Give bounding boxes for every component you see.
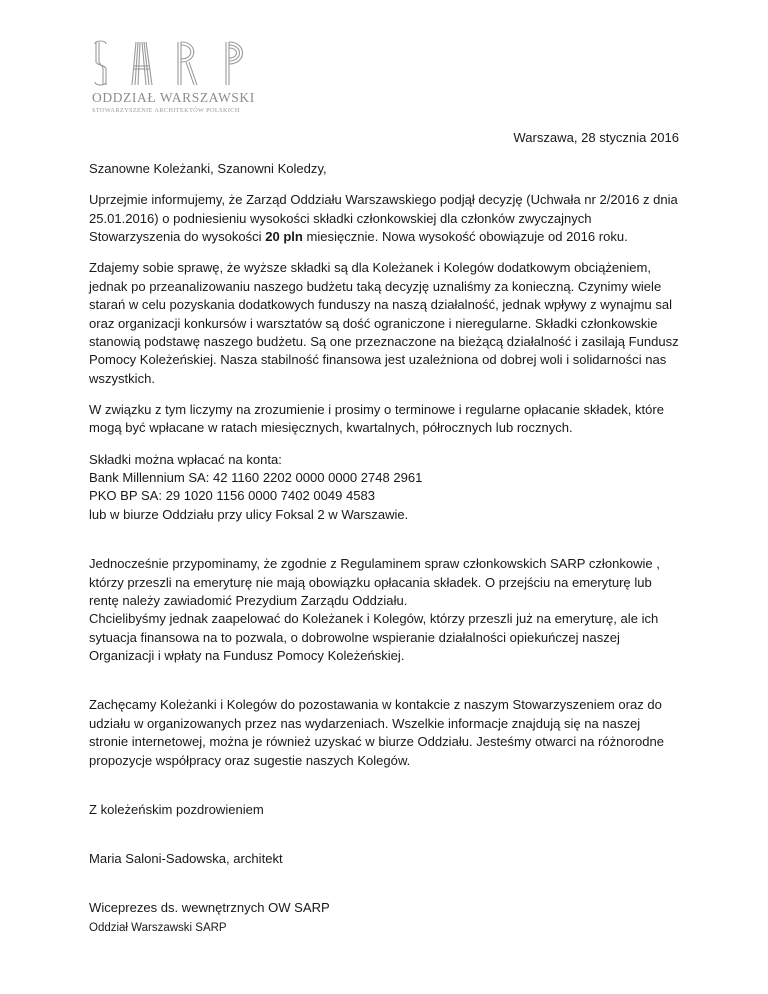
paragraph-budget: Zdajemy sobie sprawę, że wyższe składki są dla Koleżanek i Kolegów dodatkowym obciążeniem, jednak po przeanalizowaniu naszego budżetu taką decyzję uznaliśmy za konieczną. Czynimy wiele starań w celu pozyskania dodatkowych funduszy na naszą działalność, jednak wpływy z wynajmu sal oraz organizacji konkursów i warsztatów są dość ograniczone i nieregularne. Składki członkowskie stanowią podstawę naszego budżetu. Są one przeznaczone na bieżącą działalność i zasilają Fundusz Pomocy Koleżeńskiej. Nasza stabilność finansowa jest uzależniona od dobrej woli i solidarności nas wszystkich. xyxy=(89,260,679,386)
greeting: Szanowne Koleżanki, Szanowni Koledzy, xyxy=(89,161,327,177)
footer: Oddział Warszawski SARP xyxy=(89,922,227,934)
signatory-position: Wiceprezes ds. wewnętrznych OW SARP xyxy=(89,900,330,916)
paragraph-contact: Zachęcamy Koleżanki i Kolegów do pozostawania w kontakcie z naszym Stowarzyszeniem oraz do udziału w organizowanych przez nas wydarzeniach. Wszelkie informacje znajdują się na naszej stronie internetowej, można je również uzyskać w biurze Oddziału. Jesteśmy otwarci na różnorodne propozycje współpracy oraz sugestie naszych Kolegów. xyxy=(89,697,665,768)
paragraph-fee-decision xyxy=(89,191,679,246)
fee-decision-text: Uprzejmie informujemy, że Zarząd Oddziału Warszawskiego podjął decyzję (Uchwała nr 2/2016 z dnia 25.01.2016) o podniesieniu wysokości składki członkowskiej dla członków zwyczajnych Stowarzyszenia do wysokości xyxy=(89,192,678,245)
letter-body xyxy=(89,129,679,930)
logo-subtitle: STOWARZYSZENIE ARCHITEKTÓW POLSKICH xyxy=(92,107,240,114)
office-payment: lub w biurze Oddziału przy ulicy Foksal 2 w Warszawie. xyxy=(89,506,409,522)
sarp-letters-mark xyxy=(92,38,252,88)
signature: Maria Saloni-Sadowska, architekt xyxy=(89,850,283,866)
retirement-rules: Jednocześnie przypominamy, że zgodnie z Regulaminem spraw członkowskich SARP członkowie , którzy przeszli na emeryturę nie mają obowiązku opłacania składek. O przejściu na emeryturę lub rentę należy zawiadomić Prezydium Zarządu Oddziału. xyxy=(89,556,660,608)
bank-account-pko: PKO BP SA: 29 1020 1156 0000 7402 0049 4583 xyxy=(89,488,376,504)
closing: Z koleżeńskim pozdrowieniem xyxy=(89,801,264,817)
retirement-appeal: Chcielibyśmy jednak zaapelować do Koleżanek i Kolegów, którzy przeszli już na emeryturę, ale ich sytuacja finansowa na to pozwala, o dobrowolne wspieranie działalności opiekuńczej naszej Organizacji i wpłaty na Fundusz Pomocy Koleżeńskiej. xyxy=(89,611,659,664)
payment-accounts xyxy=(89,451,679,525)
logo-title: ODDZIAŁ WARSZAWSKI xyxy=(92,90,255,105)
paragraph-payment-request: W związku z tym liczymy na zrozumienie i prosimy o terminowe i regularne opłacanie składek, które mogą być wpłacane w ratach miesięcznych, kwartalnych, półrocznych lub rocznych. xyxy=(89,402,664,436)
letter-date: Warszawa, 28 stycznia 2016 xyxy=(513,130,679,145)
fee-amount: 20 pln xyxy=(265,229,303,245)
sarp-logo xyxy=(92,38,262,114)
fee-decision-text-end: miesięcznie. Nowa wysokość obowiązuje od 2016 roku. xyxy=(302,229,628,245)
paragraph-retirement xyxy=(89,555,679,665)
payment-intro: Składki można wpłacać na konta: xyxy=(89,451,282,467)
bank-account-millennium: Bank Millennium SA: 42 1160 2202 0000 0000 2748 2961 xyxy=(89,470,423,486)
